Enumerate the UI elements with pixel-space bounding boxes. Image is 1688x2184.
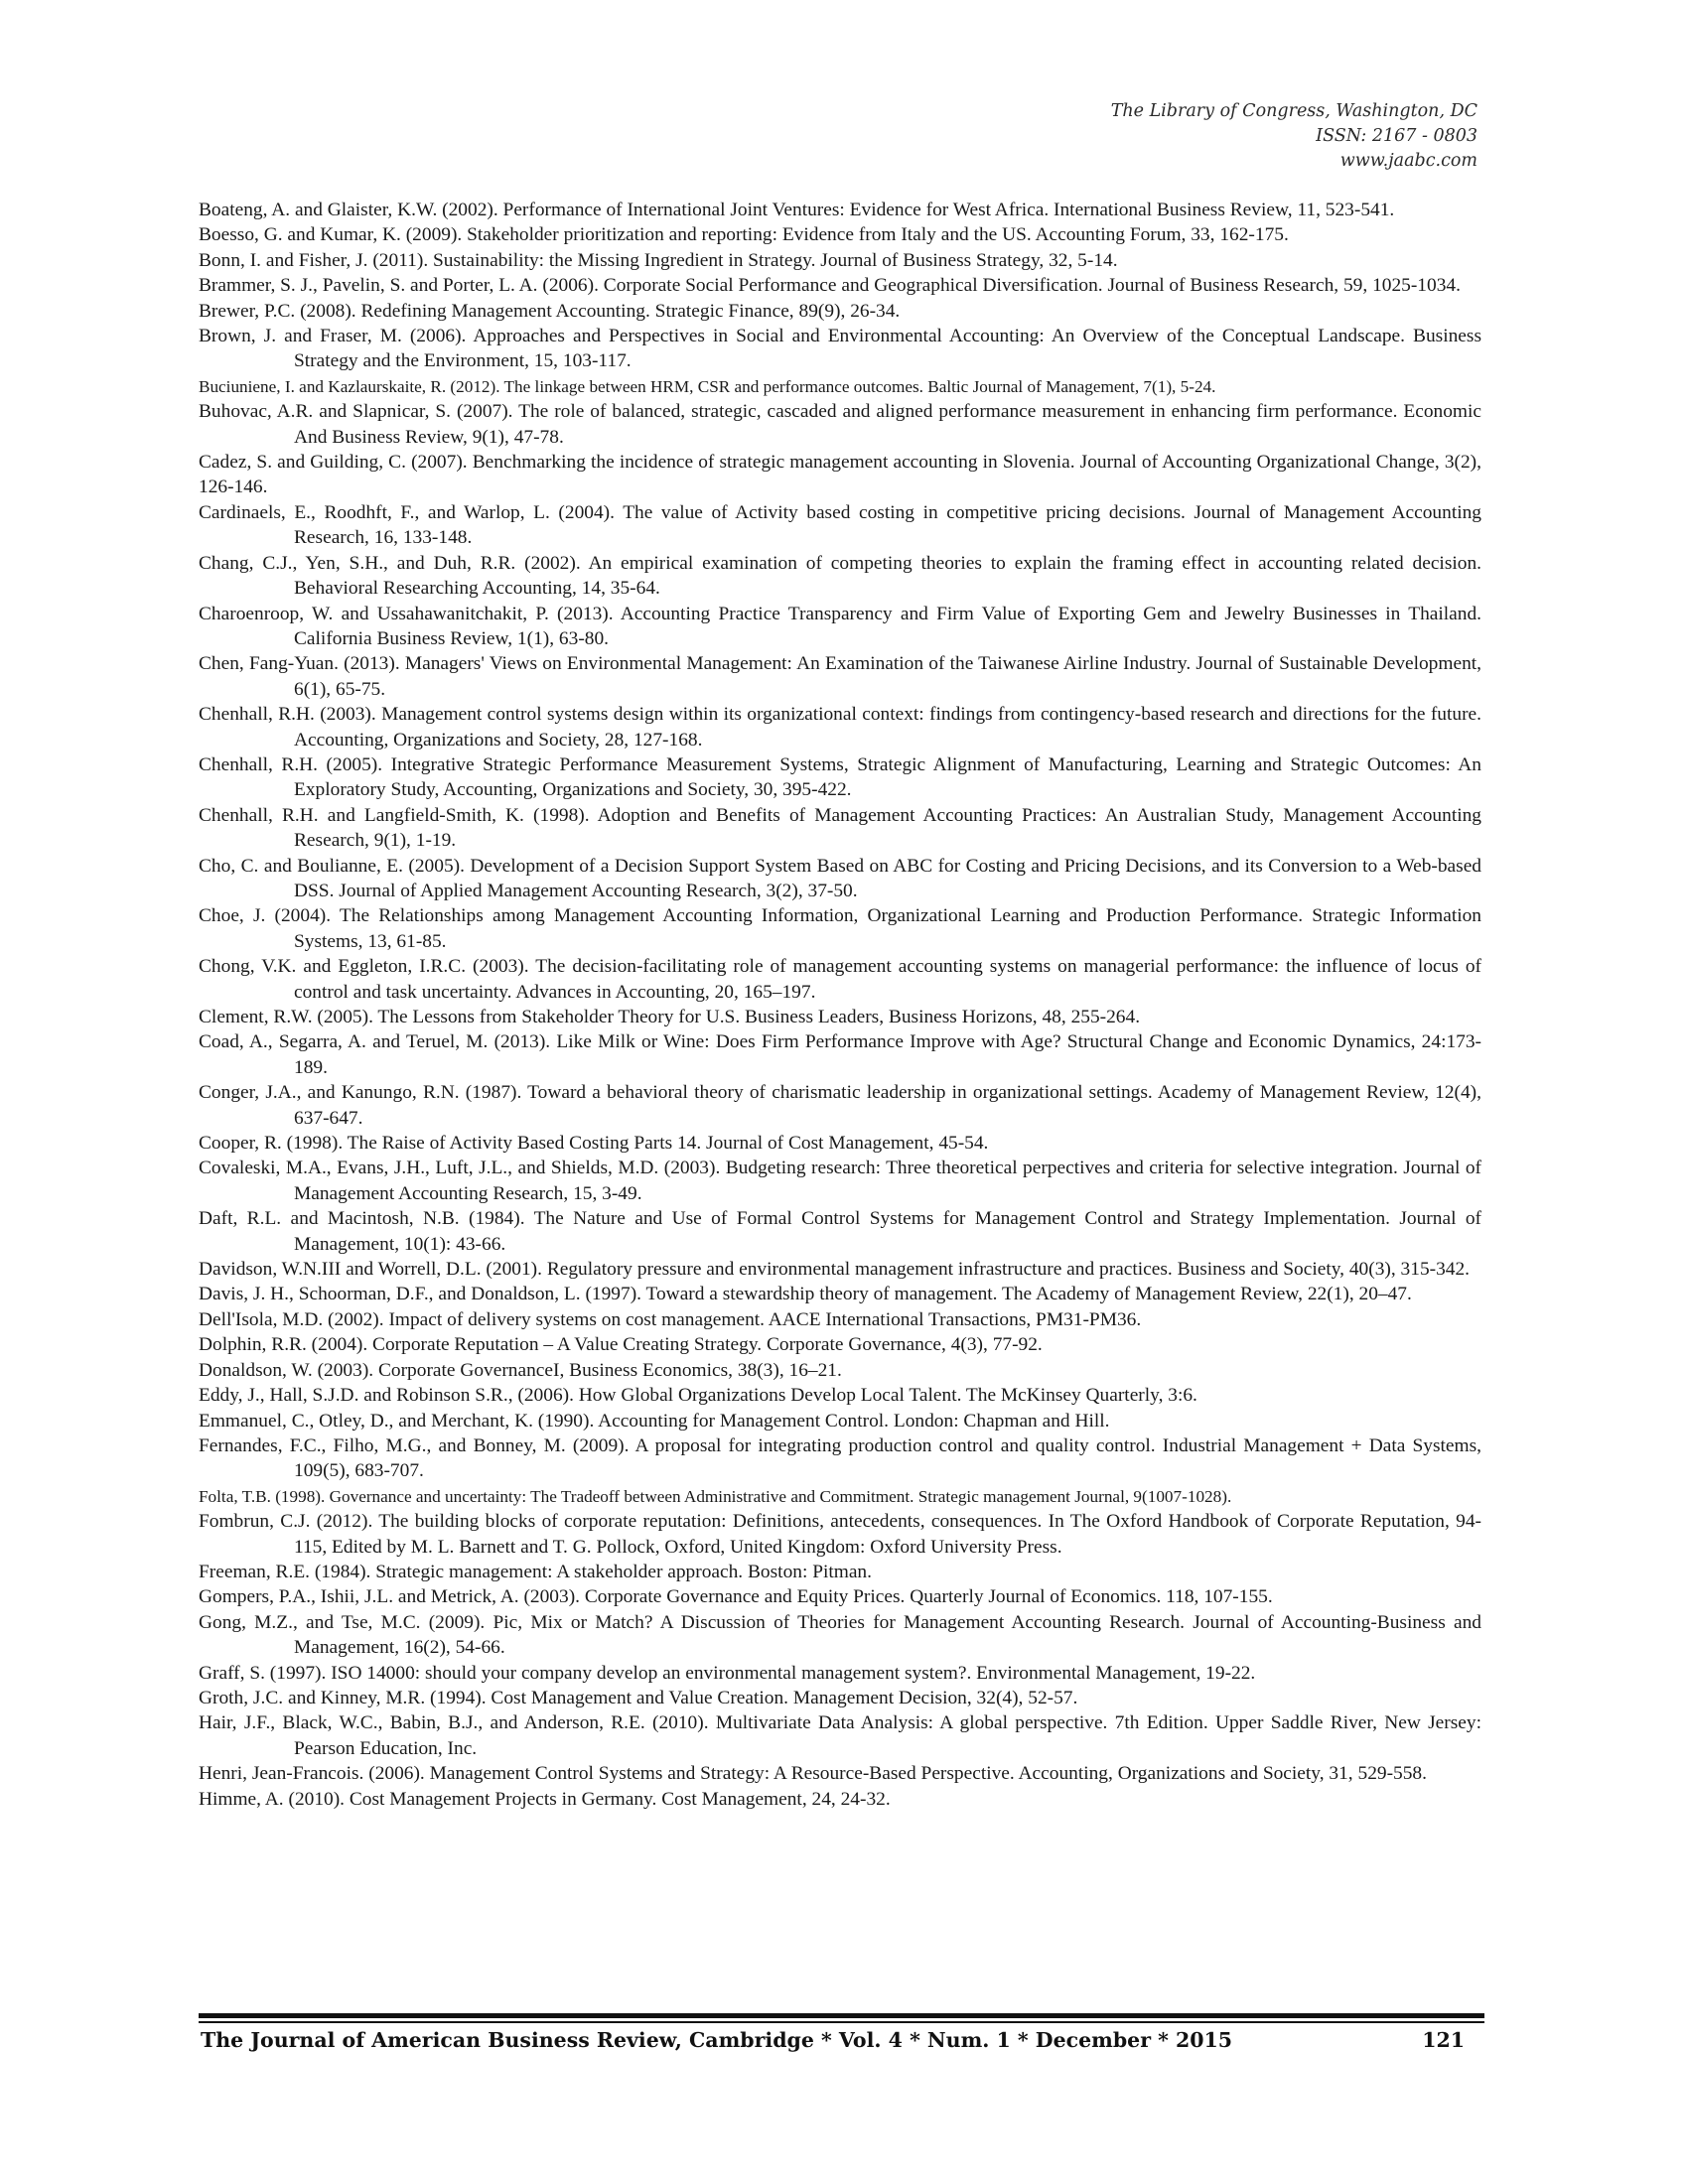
reference-entry: Buhovac, A.R. and Slapnicar, S. (2007). The role of balanced, strategic, cascaded and aligned performance measurement in enhancing firm performance. Economic And Business Review, 9(1), 47-78. [199,401,1481,448]
footer-rule-thin [199,2021,1484,2023]
reference-entry: Gong, M.Z., and Tse, M.C. (2009). Pic, Mix or Match? A Discussion of Theories for Management Accounting Research. Journal of Accounting-Business and Management, 16(2), 54-66. [199,1611,1481,1659]
reference-entry: Hair, J.F., Black, W.C., Babin, B.J., and Anderson, R.E. (2010). Multivariate Data Analysis: A global perspective. 7th Edition. Upper Saddle River, New Jersey: Pearson Education, Inc. [199,1712,1481,1759]
reference-entry: Cho, C. and Boulianne, E. (2005). Development of a Decision Support System Based on ABC for Costing and Pricing Decisions, and its Conversion to a Web-based DSS. Journal of Applied Management Accounting Research, 3(2), 37-50. [199,855,1481,901]
reference-entry: Emmanuel, C., Otley, D., and Merchant, K. (1990). Accounting for Management Control. London: Chapman and Hill. [199,1410,1110,1432]
reference-entry: Graff, S. (1997). ISO 14000: should your company develop an environmental management system?. Environmental Management, 19-22. [199,1662,1256,1684]
reference-entry: Chong, V.K. and Eggleton, I.R.C. (2003). The decision-facilitating role of management accounting systems on managerial performance: the influence of locus of control and task uncertainty. Advances in Accounting, 20, 165–197. [199,956,1481,1003]
reference-entry: Chang, C.J., Yen, S.H., and Duh, R.R. (2002). An empirical examination of competing theories to explain the framing effect in accounting related decision. Behavioral Researching Accounting, 14, 35-64. [199,552,1481,600]
reference-entry: Fombrun, C.J. (2012). The building blocks of corporate reputation: Definitions, antecedents, consequences. In The Oxford Handbook of Corporate Reputation, 94-115, Edited by M. L. Barnett and T. G. Pollock, Oxford, United Kingdom: Oxford University Press. [199,1511,1481,1558]
running-header [1111,99,1477,174]
footer-rule-thick [199,2013,1484,2018]
reference-entry: Fernandes, F.C., Filho, M.G., and Bonney, M. (2009). A proposal for integrating production control and quality control. Industrial Management + Data Systems, 109(5), 683-707. [199,1434,1481,1482]
reference-list [199,198,1481,1812]
reference-entry: Cardinaels, E., Roodhft, F., and Warlop, L. (2004). The value of Activity based costing in competitive pricing decisions. Journal of Management Accounting Research, 16, 133-148. [199,501,1481,549]
header-issn-line: ISSN: 2167 - 0803 [1316,126,1477,146]
reference-entry: Davis, J. H., Schoorman, D.F., and Donaldson, L. (1997). Toward a stewardship theory of management. The Academy of Management Review, 22(1), 20–47. [199,1284,1412,1305]
running-footer [199,2028,1484,2058]
reference-entry: Daft, R.L. and Macintosh, N.B. (1984). The Nature and Use of Formal Control Systems for Management Control and Strategy Implementation. Journal of Management, 10(1): 43-66. [199,1208,1481,1255]
reference-entry: Brammer, S. J., Pavelin, S. and Porter, L. A. (2006). Corporate Social Performance and Geographical Diversification. Journal of Business Research, 59, 1025-1034. [199,275,1461,297]
reference-entry: Brewer, P.C. (2008). Redefining Management Accounting. Strategic Finance, 89(9), 26-34. [199,300,901,322]
reference-entry: Covaleski, M.A., Evans, J.H., Luft, J.L., and Shields, M.D. (2003). Budgeting research: Three theoretical perpectives and criteria for selective integration. Journal of Management Accounting Research, 15, 3-49. [199,1158,1481,1204]
reference-entry: Choe, J. (2004). The Relationships among Management Accounting Information, Organizational Learning and Production Performance. Strategic Information Systems, 13, 61-85. [199,905,1481,952]
reference-entry: Charoenroop, W. and Ussahawanitchakit, P. (2013). Accounting Practice Transparency and Firm Value of Exporting Gem and Jewelry Businesses in Thailand. California Business Review, 1(1), 63-80. [199,603,1481,649]
reference-entry: Coad, A., Segarra, A. and Teruel, M. (2013). Like Milk or Wine: Does Firm Performance Improve with Age? Structural Change and Economic Dynamics, 24:173-189. [199,1031,1481,1078]
reference-entry: Donaldson, W. (2003). Corporate GovernanceI, Business Economics, 38(3), 16–21. [199,1359,842,1381]
reference-entry: Boateng, A. and Glaister, K.W. (2002). Performance of International Joint Ventures: Evidence for West Africa. International Business Review, 11, 523-541. [199,200,1395,220]
reference-entry: Conger, J.A., and Kanungo, R.N. (1987). Toward a behavioral theory of charismatic leadership in organizational settings. Academy of Management Review, 12(4), 637-647. [199,1082,1481,1129]
reference-entry: Brown, J. and Fraser, M. (2006). Approaches and Perspectives in Social and Environmental Accounting: An Overview of the Conceptual Landscape. Business Strategy and the Environment, 15, 103-117. [199,326,1481,372]
reference-entry: Folta, T.B. (1998). Governance and uncertainty: The Tradeoff between Administrative and Commitment. Strategic management Journal, 9(1007-1028). [199,1486,1232,1506]
reference-entry: Chenhall, R.H. (2005). Integrative Strategic Performance Measurement Systems, Strategic Alignment of Manufacturing, Learning and Strategic Outcomes: An Exploratory Study, Accounting, Organizations and Society, 30, 395-422. [199,753,1481,801]
reference-entry: Himme, A. (2010). Cost Management Projects in Germany. Cost Management, 24, 24-32. [199,1788,891,1810]
page-number: 121 [1422,2028,1465,2052]
reference-entry: Bonn, I. and Fisher, J. (2011). Sustainability: the Missing Ingredient in Strategy. Journal of Business Strategy, 32, 5-14. [199,249,1118,271]
reference-entry: Gompers, P.A., Ishii, J.L. and Metrick, A. (2003). Corporate Governance and Equity Prices. Quarterly Journal of Economics. 118, 107-155. [199,1586,1273,1608]
reference-entry: Eddy, J., Hall, S.J.D. and Robinson S.R., (2006). How Global Organizations Develop Local Talent. The McKinsey Quarterly, 3:6. [199,1385,1197,1407]
reference-entry: Chenhall, R.H. (2003). Management control systems design within its organizational context: findings from contingency-based research and directions for the future. Accounting, Organizations and Society, 28, 127-168. [199,704,1481,751]
reference-entry: Cooper, R. (1998). The Raise of Activity Based Costing Parts 14. Journal of Cost Management, 45-54. [199,1133,989,1155]
reference-entry: Boesso, G. and Kumar, K. (2009). Stakeholder prioritization and reporting: Evidence from Italy and the US. Accounting Forum, 33, 162-175. [199,224,1289,246]
reference-entry: Chenhall, R.H. and Langfield-Smith, K. (1998). Adoption and Benefits of Management Accounting Practices: An Australian Study, Management Accounting Research, 9(1), 1-19. [199,804,1481,852]
footer-journal-citation: The Journal of American Business Review, Cambridge * Vol. 4 * Num. 1 * December * 2015 [201,2028,1233,2052]
reference-entry: Henri, Jean-Francois. (2006). Management Control Systems and Strategy: A Resource-Based Perspective. Accounting, Organizations and Society, 31, 529-558. [199,1763,1427,1785]
reference-entry: Chen, Fang-Yuan. (2013). Managers' Views on Environmental Management: An Examination of the Taiwanese Airline Industry. Journal of Sustainable Development, 6(1), 65-75. [199,653,1481,700]
reference-entry: Dell'Isola, M.D. (2002). Impact of delivery systems on cost management. AACE International Transactions, PM31-PM36. [199,1308,1142,1330]
reference-entry: Freeman, R.E. (1984). Strategic management: A stakeholder approach. Boston: Pitman. [199,1561,872,1582]
reference-entry: Davidson, W.N.III and Worrell, D.L. (2001). Regulatory pressure and environmental management infrastructure and practices. Business and Society, 40(3), 315-342. [199,1259,1471,1281]
reference-entry: Groth, J.C. and Kinney, M.R. (1994). Cost Management and Value Creation. Management Decision, 32(4), 52-57. [199,1687,1078,1708]
reference-entry: Cadez, S. and Guilding, C. (2007). Benchmarking the incidence of strategic management accounting in Slovenia. Journal of Accounting Organizational Change, 3(2), 126-146. [199,452,1481,498]
header-website-line: www.jaabc.com [1339,151,1477,171]
reference-entry: Clement, R.W. (2005). The Lessons from Stakeholder Theory for U.S. Business Leaders, Business Horizons, 48, 255-264. [199,1007,1141,1027]
header-library-line: The Library of Congress, Washington, DC [1110,101,1477,121]
reference-entry: Buciuniene, I. and Kazlaurskaite, R. (2012). The linkage between HRM, CSR and performance outcomes. Baltic Journal of Management, 7(1), 5-24. [199,376,1216,396]
reference-entry: Dolphin, R.R. (2004). Corporate Reputation – A Value Creating Strategy. Corporate Governance, 4(3), 77-92. [199,1334,1043,1356]
